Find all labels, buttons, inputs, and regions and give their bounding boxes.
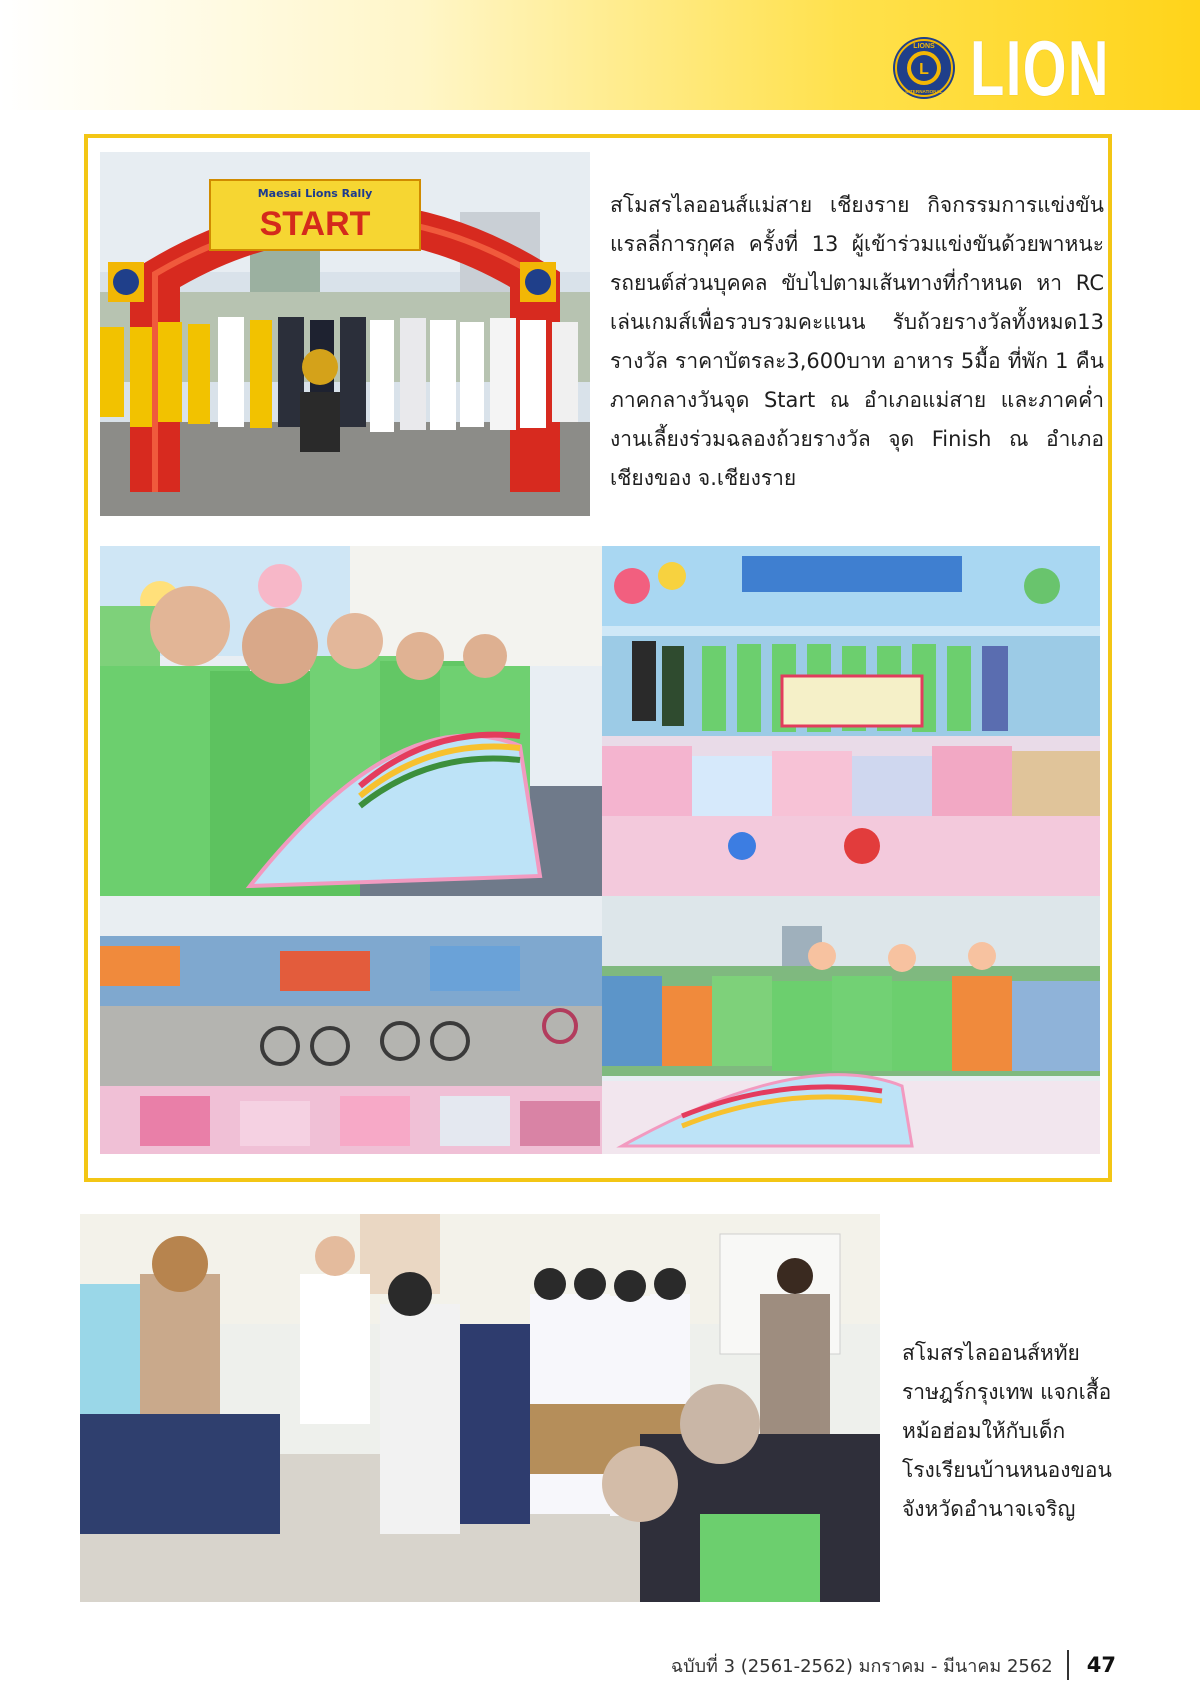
page-number: 47: [1086, 1653, 1116, 1677]
footer-divider: [1067, 1650, 1069, 1680]
lions-emblem-icon: [892, 36, 956, 100]
page-footer: [671, 1650, 1116, 1680]
issue-label: ฉบับที่ 3 (2561-2562) มกราคม - มีนาคม 2562: [670, 1655, 1053, 1677]
banner-title: Maesai Lions Rally: [257, 187, 373, 200]
emblem-letter: L: [919, 61, 929, 78]
photo-rally-start: [100, 152, 590, 516]
photo-kids-gifts: [602, 896, 1100, 1154]
banner-start: START: [259, 205, 371, 243]
photo-school-shirts: [80, 1214, 880, 1602]
emblem-top-text: LIONS: [913, 43, 935, 50]
photo-crowd-bicycles: [100, 896, 602, 1154]
school-caption: สโมสรไลออนส์หทัยราษฎร์กรุงเทพ แจกเสื้อหม้อฮ่อมให้กับเด็กโรงเรียนบ้านหนองขอน จังหวัดอำนาจเจริญ: [902, 1341, 1112, 1521]
brand-word: LION: [970, 24, 1110, 112]
emblem-bottom-text: INTERNATIONAL: [905, 89, 943, 94]
photo-stage-toys: [602, 546, 1100, 896]
photo-green-shirts: [100, 546, 602, 896]
brand: [892, 24, 1120, 112]
rally-caption: สโมสรไลออนส์แม่สาย เชียงราย กิจกรรมการแข่งขันแรลลี่การกุศล ครั้งที่ 13 ผู้เข้าร่วมแข่งขันด้วยพาหนะรถยนต์ส่วนบุคคล ขับไปตามเส้นทางที่กำหนด หา RC เล่นเกมส์เพื่อรวบรวมคะแนน รับถ้วยรางวัลทั้งหมด13 รางวัล ราคาบัตรละ3,600บาท อาหาร 5มื้อ ที่พัก 1 คืน ภาคกลางวันจุด Start ณ อำเภอแม่สาย และภาคค่ำงานเลี้ยงร่วมฉลองถ้วยรางวัล จุด Finish ณ อำเภอเชียงของ จ.เชียงราย: [610, 193, 1104, 490]
